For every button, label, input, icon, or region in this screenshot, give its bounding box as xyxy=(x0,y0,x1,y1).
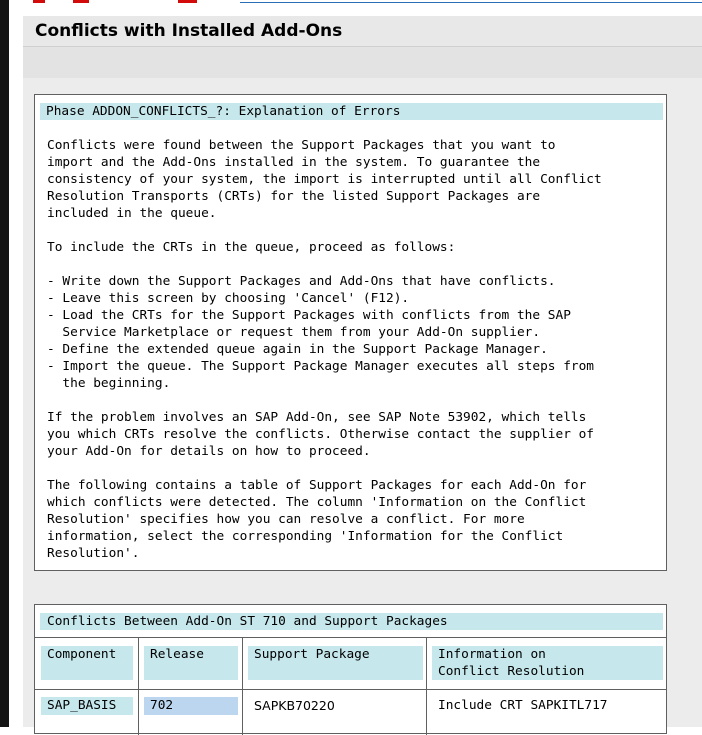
paragraph-steps-list: - Write down the Support Packages and Add-Ons that have conflicts. - Leave this screen by choosing 'Cancel' (F12). - Load the CRTs for the Support Packages with conflicts from the SAP Service Marketplace or request them from your Add-On supplier. - Define the extended queue again in the Support Package Manager. - Import the queue. The Support Package Manager executes all steps from the beginning. xyxy=(47,274,595,391)
title-bar xyxy=(23,16,702,47)
table-grid-line xyxy=(35,637,666,638)
error-explanation-text xyxy=(47,137,662,579)
column-header-conflict-resolution: Information on Conflict Resolution xyxy=(432,646,663,680)
conflicts-table-heading: Conflicts Between Add-On ST 710 and Support Packages xyxy=(40,613,663,630)
column-header-component: Component xyxy=(41,646,133,680)
column-header-support-package: Support Package xyxy=(248,646,423,680)
table-grid-line xyxy=(242,637,243,735)
table-grid-line xyxy=(138,637,139,735)
table-cell-support-package: SAPKB70220 xyxy=(254,698,335,713)
paragraph-sap-note: If the problem involves an SAP Add-On, see SAP Note 53902, which tells you which CRTs resolve the conflicts. Otherwise contact the supplier of your Add-On for details on how to proceed. xyxy=(47,410,595,459)
column-header-release: Release xyxy=(144,646,238,680)
conflicts-table xyxy=(34,604,667,734)
window-left-edge xyxy=(0,0,9,727)
top-divider-line xyxy=(240,2,702,3)
toolbar-area xyxy=(23,47,702,78)
table-cell-release[interactable]: 702 xyxy=(144,697,238,715)
table-grid-line xyxy=(426,637,427,735)
paragraph-conflicts-found: Conflicts were found between the Support Packages that you want to import and the Add-Ons installed in the system. To guarantee the consistency of your system, the import is interrupted until all Conflict Resolution Transports (CRTs) for the listed Support Packages are included in the queue. xyxy=(47,138,602,221)
table-grid-line xyxy=(35,689,666,690)
paragraph-include-crts: To include the CRTs in the queue, proceed as follows: xyxy=(47,240,456,255)
error-explanation-box xyxy=(34,94,667,571)
paragraph-table-info: The following contains a table of Support Packages for each Add-On for which conflicts were detected. The column 'Information on the Conflict Resolution' specifies how you can resolve a conflict. For more information, select the corresponding 'Information for the Conflict Resolution'. xyxy=(47,478,587,561)
page-title: Conflicts with Installed Add-Ons xyxy=(35,21,343,41)
error-explanation-heading: Phase ADDON_CONFLICTS_?: Explanation of Errors xyxy=(40,103,663,120)
conflict-resolution-link[interactable]: Include CRT SAPKITL717 xyxy=(438,698,608,713)
table-cell-component[interactable]: SAP_BASIS xyxy=(41,697,133,715)
top-accent-bar xyxy=(33,0,197,3)
